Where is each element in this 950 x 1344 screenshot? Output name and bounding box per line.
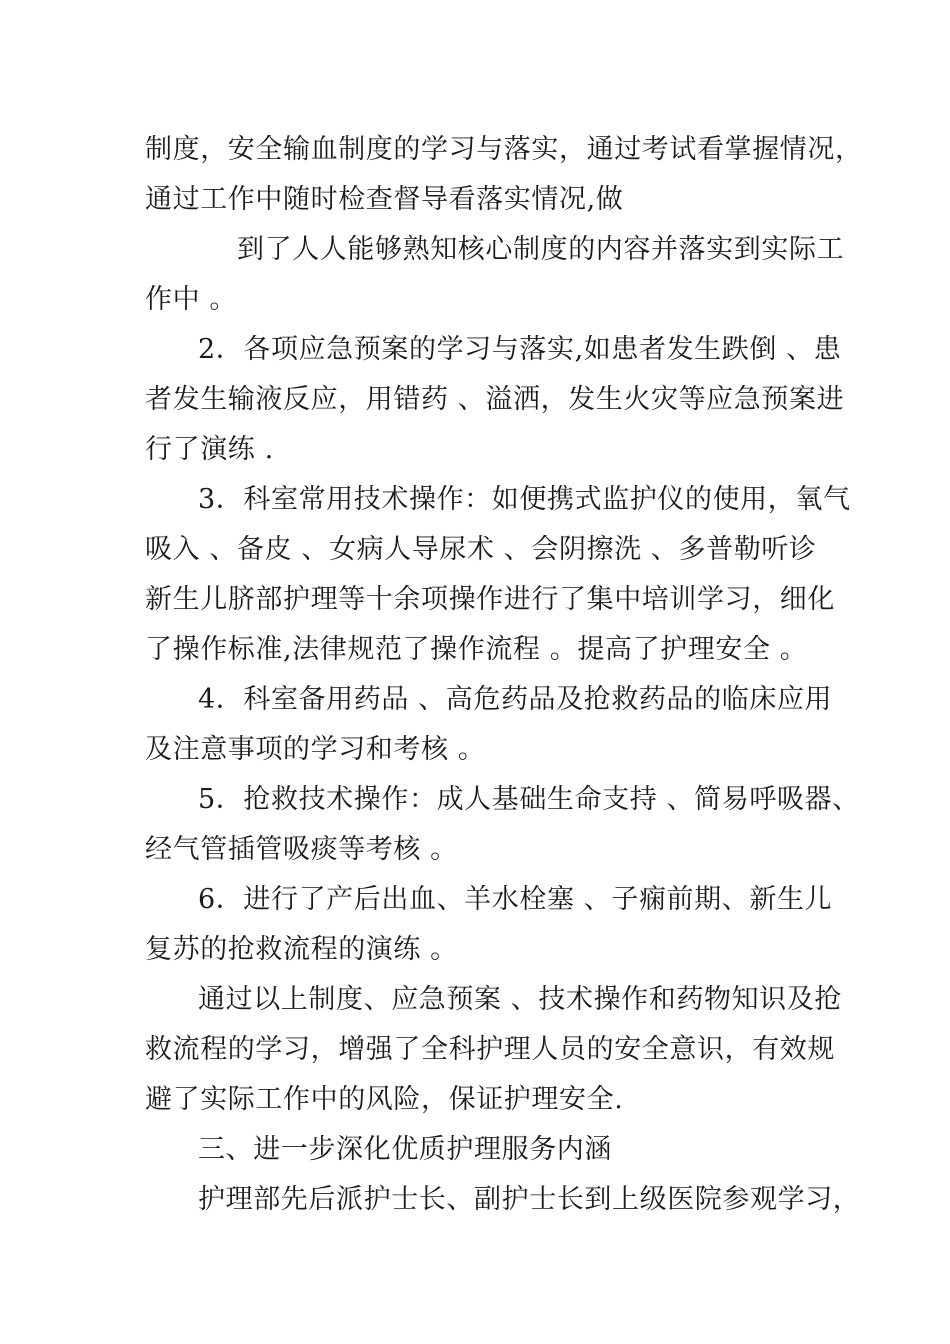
text-line: 作中 。 [145,284,237,315]
text-line: 者发生输液反应，用错药 、溢洒，发生火灾等应急预案进 [145,384,845,415]
text-line: 4．科室备用药品 、高危药品及抢救药品的临床应用 [198,684,833,715]
text-line: 3．科室常用技术操作：如便携式监护仪的使用，氧气 [198,484,851,515]
text-line: 2．各项应急预案的学习与落实,如患者发生跌倒 、患 [198,334,842,365]
text-line: 行了演练 . [145,434,274,465]
text-line: 及注意事项的学习和考核 。 [145,734,486,765]
text-line: 到了人人能够熟知核心制度的内容并落实到实际工 [237,234,845,265]
text-line: 5．抢救技术操作：成人基础生命支持 、简易呼吸器、 [198,784,860,815]
text-line: 复苏的抢救流程的演练 。 [145,934,458,965]
text-line: 6．进行了产后出血、羊水栓塞 、子痫前期、新生儿 [198,884,833,915]
text-line: 通过以上制度、应急预案 、技术操作和药物知识及抢 [198,984,842,1015]
text-line: 吸入 、备皮 、女病人导尿术 、会阴擦洗 、多普勒听诊 [145,534,817,565]
section-heading: 三、进一步深化优质护理服务内涵 [198,1134,612,1165]
text-line: 避了实际工作中的风险，保证护理安全. [145,1084,624,1115]
text-line: 新生儿脐部护理等十余项操作进行了集中培训学习，细化 [145,584,835,615]
text-line: 救流程的学习，增强了全科护理人员的安全意识，有效规 [145,1034,835,1065]
text-line: 制度，安全输血制度的学习与落实，通过考试看掌握情况， [145,134,863,165]
text-line: 经气管插管吸痰等考核 。 [145,834,458,865]
text-line: 通过工作中随时检查督导看落实情况,做 [145,184,624,215]
text-line: 护理部先后派护士长、副护士长到上级医院参观学习， [198,1184,861,1215]
text-line: 了操作标准,法律规范了操作流程 。提高了护理安全 。 [145,634,808,665]
